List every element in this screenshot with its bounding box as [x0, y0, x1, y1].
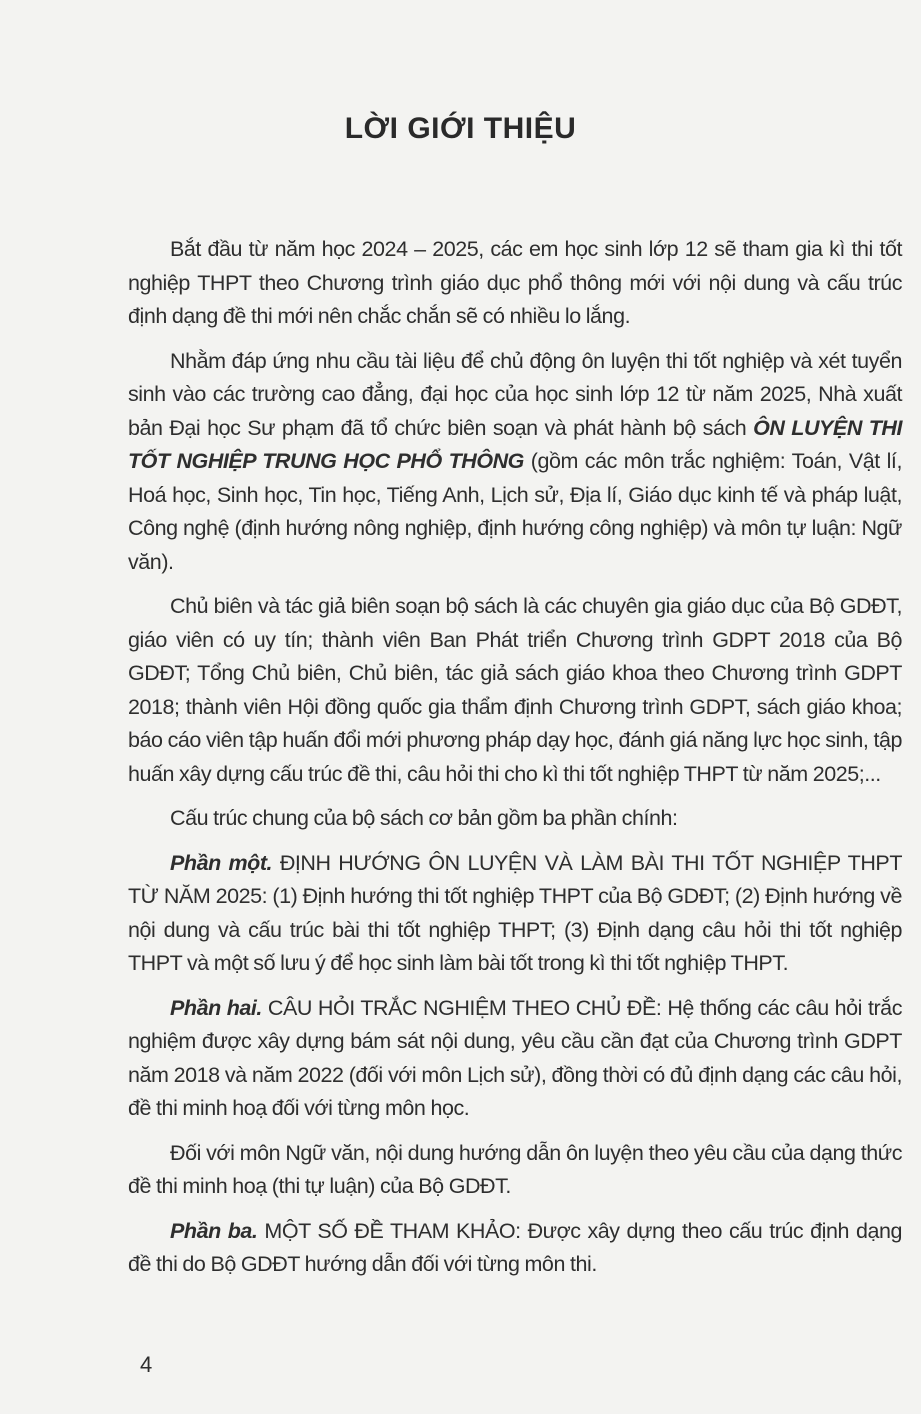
text: Nhằm đáp ứng nhu cầu tài liệu để chủ động ôn luyện thi tốt nghiệp và xét tuyển sinh vào các trường cao đẳng, đại học của học sinh lớp 12 từ năm 2025, Nhà xuất bản Đại học Sư phạm đã tổ chức biên soạn và phát hành bộ sách: [128, 348, 902, 440]
paragraph-part-one: [128, 847, 902, 981]
paragraph-literature: Đối với môn Ngữ văn, nội dung hướng dẫn ôn luyện theo yêu cầu của dạng thức đề thi minh hoạ (thi tự luận) của Bộ GDĐT.: [128, 1140, 902, 1198]
book-series-title: ÔN LUYỆN THI TỐT NGHIỆP TRUNG HỌC PHỔ THÔNG: [128, 415, 902, 473]
paragraph-structure: Cấu trúc chung của bộ sách cơ bản gồm ba phần chính:: [170, 806, 678, 830]
paragraph-purpose: [128, 345, 902, 580]
part-label: Phần ba.: [170, 1218, 258, 1243]
part-label: Phần hai.: [170, 995, 262, 1020]
text: (gồm các môn trắc nghiệm: Toán, Vật lí, Hoá học, Sinh học, Tin học, Tiếng Anh, Lịch sử, Địa lí, Giáo dục kinh tế và pháp luật, Công nghệ (định hướng nông nghiệp, định hướng công nghiệp) và môn tự luận: Ngữ văn).: [128, 449, 902, 574]
text: MỘT SỐ ĐỀ THAM KHẢO: Được xây dựng theo cấu trúc định dạng đề thi do Bộ GDĐT hướng dẫn đối với từng môn thi.: [128, 1218, 902, 1276]
paragraph-part-two: [128, 992, 902, 1126]
paragraph-part-three: [128, 1215, 902, 1282]
paragraph-intro: Bắt đầu từ năm học 2024 – 2025, các em học sinh lớp 12 sẽ tham gia kì thi tốt nghiệp THPT theo Chương trình giáo dục phổ thông mới với nội dung và cấu trúc định dạng đề thi mới nên chắc chắn sẽ có nhiều lo lắng.: [128, 237, 902, 328]
body-text: [128, 233, 902, 1293]
part-label: Phần một.: [170, 850, 273, 875]
text: CÂU HỎI TRẮC NGHIỆM THEO CHỦ ĐỀ: Hệ thống các câu hỏi trắc nghiệm được xây dựng bám sát nội dung, yêu cầu cần đạt của Chương trình GDPT năm 2018 và năm 2022 (đối với môn Lịch sử), đồng thời có đủ định dạng các câu hỏi, đề thi minh hoạ đối với từng môn học.: [128, 995, 902, 1120]
paragraph-authors: Chủ biên và tác giả biên soạn bộ sách là các chuyên gia giáo dục của Bộ GDĐT, giáo viên có uy tín; thành viên Ban Phát triển Chương trình GDPT 2018 của Bộ GDĐT; Tổng Chủ biên, Chủ biên, tác giả sách giáo khoa theo Chương trình GDPT 2018; thành viên Hội đồng quốc gia thẩm định Chương trình GDPT, sách giáo khoa; báo cáo viên tập huấn đổi mới phương pháp dạy học, đánh giá năng lực học sinh, tập huấn xây dựng cấu trúc đề thi, câu hỏi thi cho kì thi tốt nghiệp THPT từ năm 2025;...: [128, 594, 902, 786]
text: ĐỊNH HƯỚNG ÔN LUYỆN VÀ LÀM BÀI THI TỐT NGHIỆP THPT TỪ NĂM 2025: (1) Định hướng thi tốt nghiệp THPT của Bộ GDĐT; (2) Định hướng về nội dung và cấu trúc bài thi tốt nghiệp THPT; (3) Định dạng câu hỏi thi tốt nghiệp THPT và một số lưu ý để học sinh làm bài tốt trong kì thi tốt nghiệp THPT.: [128, 850, 902, 975]
page-number: 4: [140, 1352, 153, 1377]
page-title: LỜI GIỚI THIỆU: [344, 112, 577, 145]
